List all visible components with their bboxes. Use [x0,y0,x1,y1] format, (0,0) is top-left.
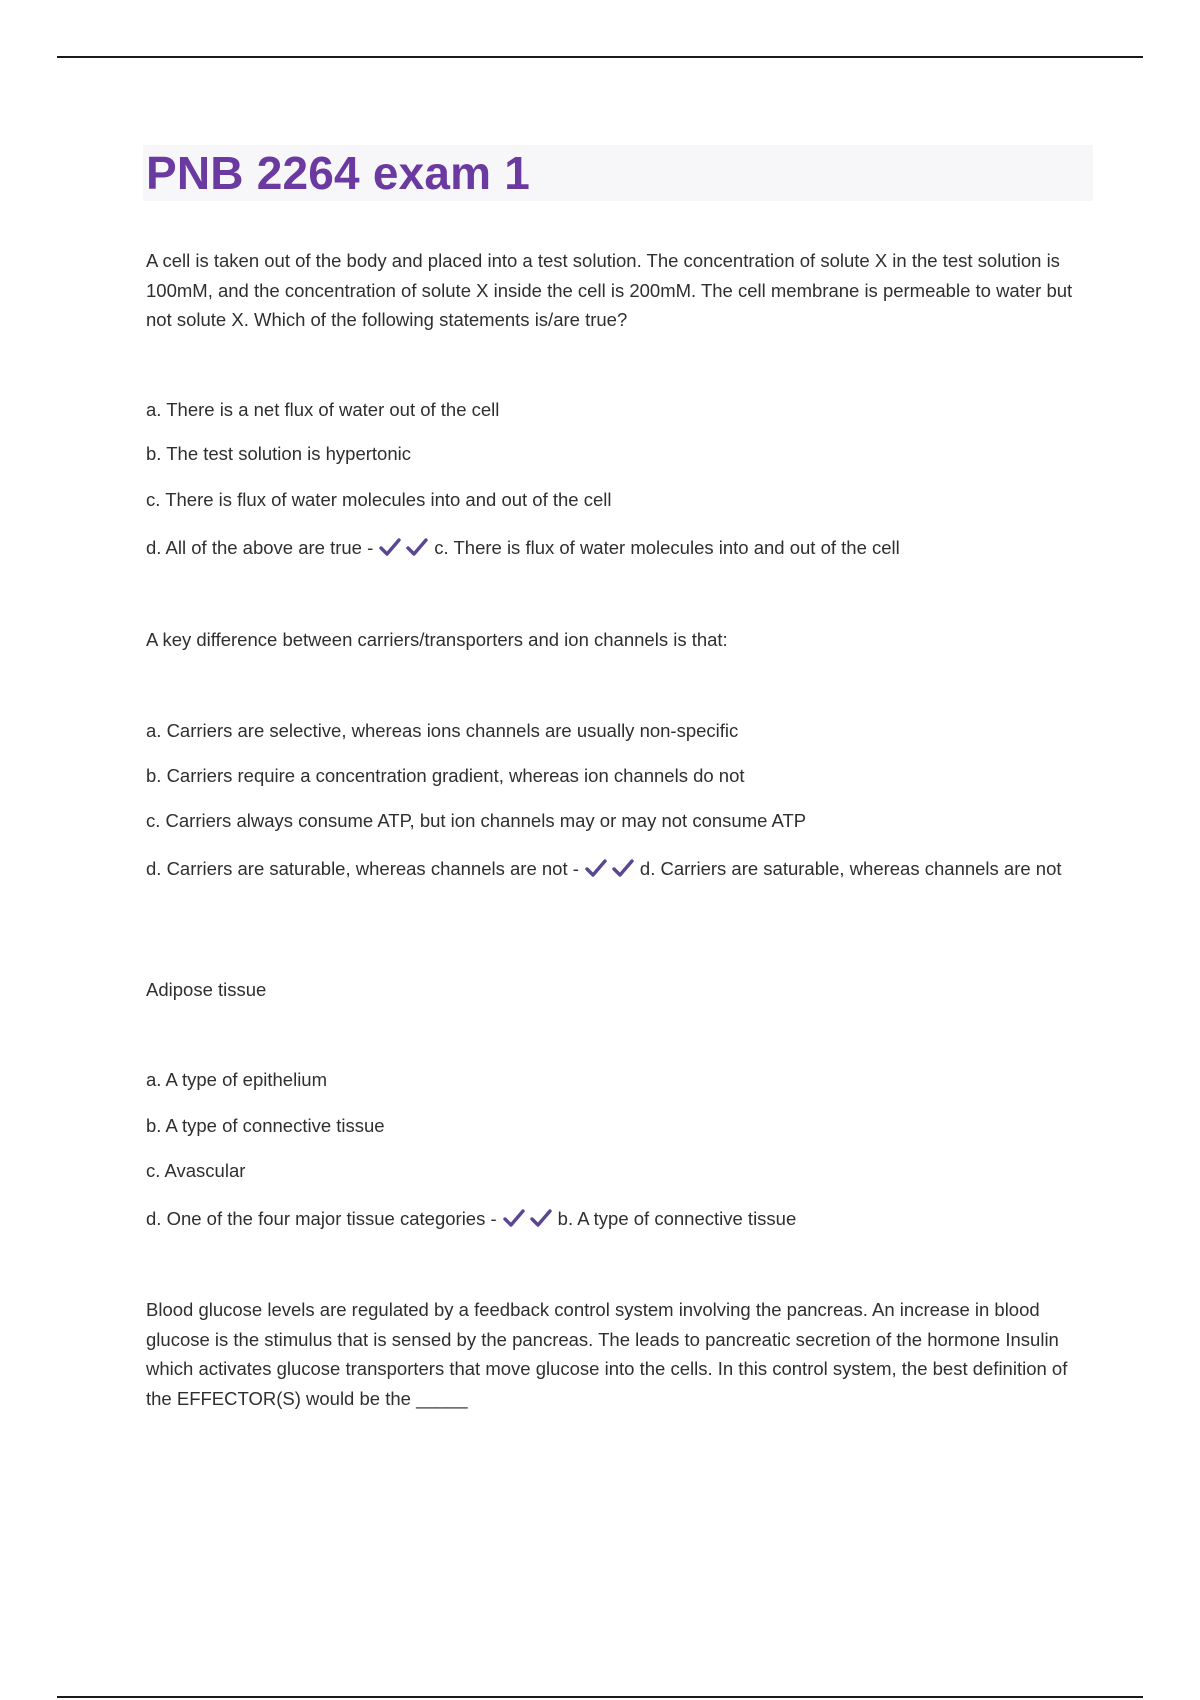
answer-marker [379,534,433,562]
document-title: PNB 2264 exam 1 [146,147,531,199]
question-3-option-d: d. One of the four major tissue categories - [146,1208,497,1229]
question-3-option-c: c. Avascular [146,1160,246,1181]
question-4-prompt: Blood glucose levels are regulated by a feedback control system involving the pancreas. An increase in blood glucose is the stimulus that is sensed by the pancreas. The leads to pancreatic secretion of the hormone Insulin which activates glucose transporters that move glucose into the cells. In this control system, the best definition of the EFFECTOR(S) would be the _____ [146,1299,1068,1409]
question-1-prompt: A cell is taken out of the body and placed into a test solution. The concentration of solute X in the test solution is 100mM, and the concentration of solute X inside the cell is 200mM. The cell membrane is permeable to water but not solute X. Which of the following statements is/are true? [146,250,1073,330]
question-3-option-b: b. A type of connective tissue [146,1115,385,1136]
question-2-prompt: A key difference between carriers/transporters and ion channels is that: [146,629,728,650]
question-1-option-b: b. The test solution is hypertonic [146,443,411,464]
question-1-option-d: d. All of the above are true - [146,537,374,558]
question-3-prompt: Adipose tissue [146,979,267,1000]
top-rule [57,56,1143,58]
checkmark-icon [585,858,607,878]
question-3-answer: b. A type of connective tissue [557,1208,797,1229]
question-2-option-d: d. Carriers are saturable, whereas channels are not - [146,858,579,879]
checkmark-icon [406,537,428,557]
question-1-option-a: a. There is a net flux of water out of the cell [146,399,500,420]
question-2-option-d-with-answer [146,855,1076,883]
checkmark-icon [612,858,634,878]
bottom-rule [57,1696,1143,1698]
question-2-option-b: b. Carriers require a concentration gradient, whereas ion channels do not [146,765,745,786]
question-2-answer: d. Carriers are saturable, whereas channels are not [639,858,1062,879]
question-2-option-c: c. Carriers always consume ATP, but ion channels may or may not consume ATP [146,810,807,831]
question-3-option-a: a. A type of epithelium [146,1069,328,1090]
checkmark-icon [503,1208,525,1228]
answer-marker [503,1205,557,1233]
question-3-option-d-with-answer [146,1205,1076,1233]
question-2-option-a: a. Carriers are selective, whereas ions channels are usually non-specific [146,720,739,741]
checkmark-icon [379,537,401,557]
question-1-option-d-with-answer [146,534,1076,562]
checkmark-icon [530,1208,552,1228]
answer-marker [585,855,639,883]
question-1-answer: c. There is flux of water molecules into and out of the cell [434,537,900,558]
question-1-option-c: c. There is flux of water molecules into and out of the cell [146,489,612,510]
